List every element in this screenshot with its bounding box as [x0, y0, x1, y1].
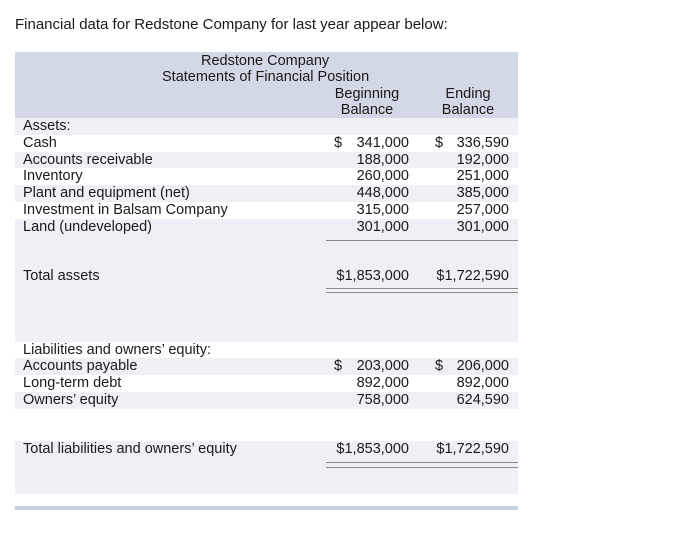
- subtotal-rule: [326, 240, 518, 241]
- liabilities-heading: Liabilities and owners’ equity:: [23, 341, 212, 358]
- total-rule-1: [326, 462, 518, 463]
- statement-title: Statements of Financial Position: [162, 69, 370, 85]
- total-rule-1: [326, 288, 518, 289]
- spacer: [15, 409, 518, 441]
- total-liabilities-row: Total liabilities and owners’ equity $1,853,000 $1,722,590: [15, 441, 518, 458]
- total-rule-2: [326, 292, 518, 293]
- total-rule-2: [326, 467, 518, 468]
- table-bottom-border: [15, 506, 518, 510]
- table-header: [15, 52, 518, 118]
- table-row: Accounts receivable 188,000 192,000: [15, 152, 518, 169]
- table-row: Plant and equipment (net) 448,000 385,000: [15, 185, 518, 202]
- assets-heading: Assets:: [23, 118, 71, 134]
- col-ending-header: Ending Balance: [441, 86, 495, 118]
- company-name: Redstone Company: [201, 53, 330, 69]
- table-row: Owners’ equity 758,000 624,590: [15, 392, 518, 409]
- table-row: Investment in Balsam Company 315,000 257,000: [15, 202, 518, 219]
- assets-heading-row: [15, 118, 518, 135]
- table-row: Long-term debt 892,000 892,000: [15, 375, 518, 392]
- table-row: Land (undeveloped) 301,000 301,000: [15, 219, 518, 236]
- table-row: Inventory 260,000 251,000: [15, 168, 518, 185]
- total-assets-row: Total assets $1,853,000 $1,722,590: [15, 268, 518, 285]
- intro-text: Financial data for Redstone Company for last year appear below:: [15, 16, 448, 33]
- spacer: [15, 285, 518, 342]
- col-beginning-header: Beginning Balance: [334, 86, 400, 118]
- table-row: Accounts payable $ 203,000 $ 206,000: [15, 358, 518, 375]
- spacer: [15, 236, 518, 268]
- table-row: Cash $ 341,000 $ 336,590: [15, 135, 518, 152]
- liabilities-heading-row: [15, 342, 518, 359]
- spacer: [15, 458, 518, 494]
- financial-position-table: [15, 52, 518, 494]
